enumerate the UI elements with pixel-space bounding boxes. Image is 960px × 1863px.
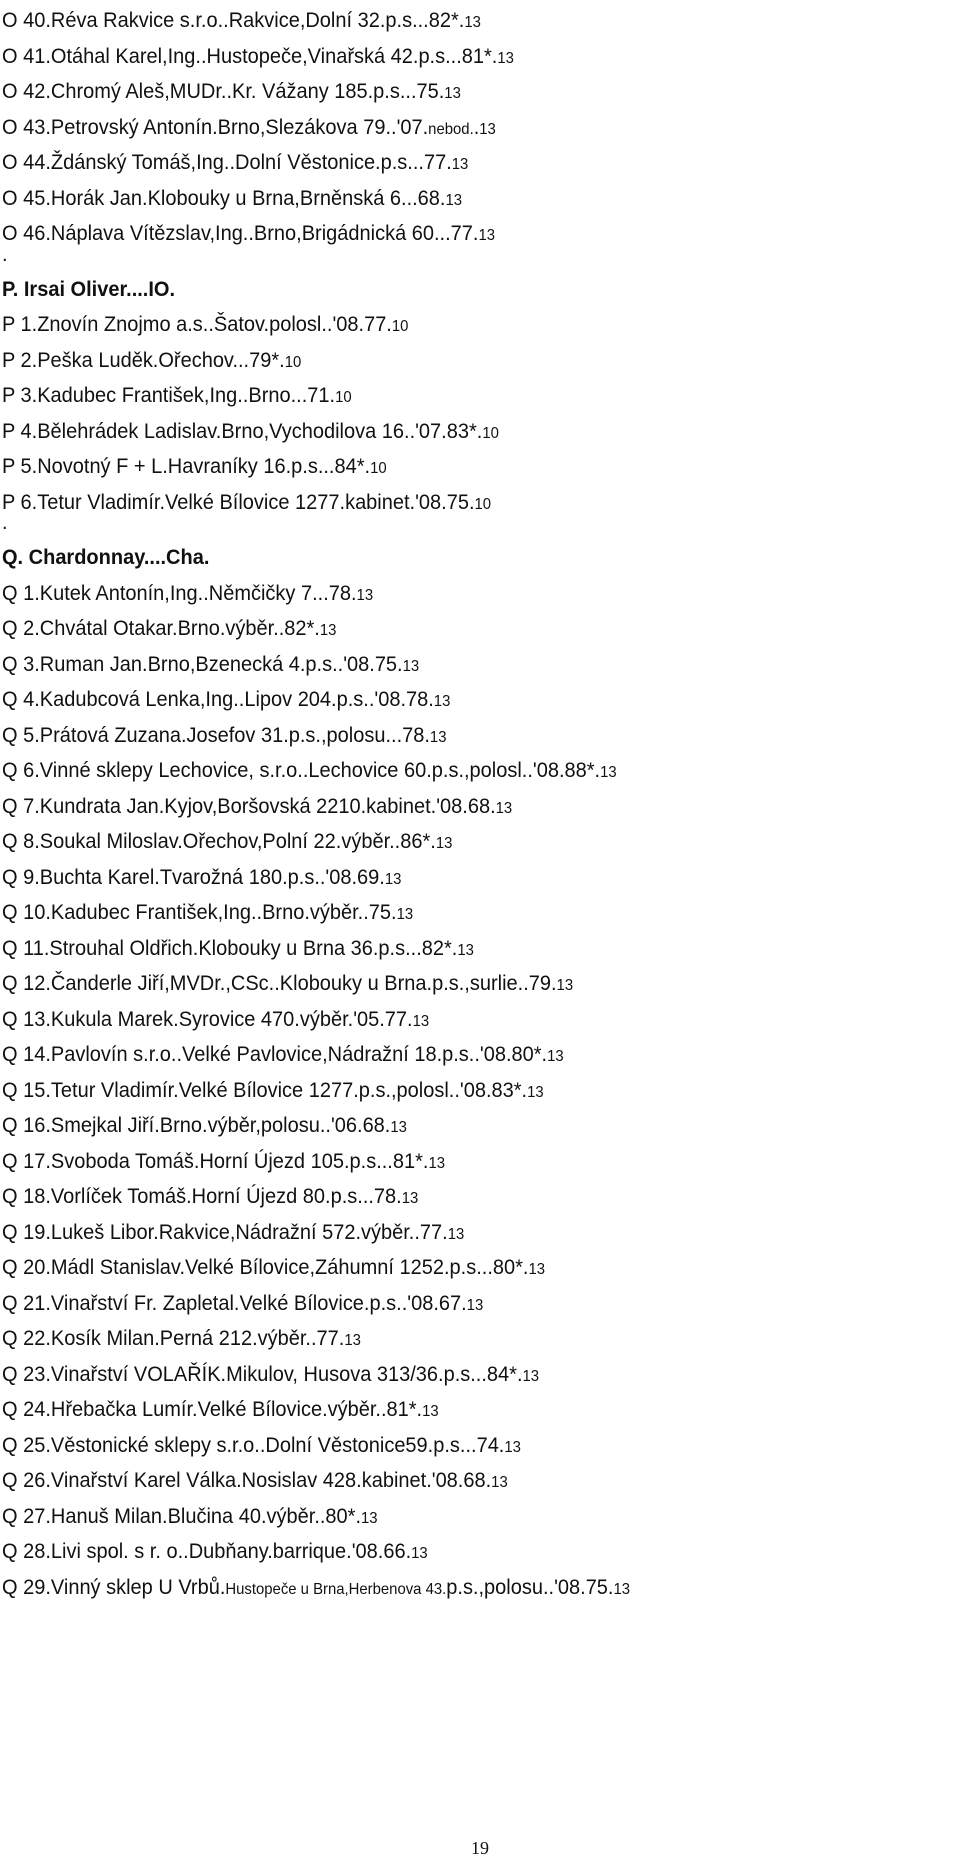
entry-text-cont: p.s.,polosu..'08.75.: [446, 1574, 614, 1599]
entry-code: 13: [504, 1438, 521, 1456]
section-heading: [2, 272, 891, 308]
list-item: [2, 1073, 891, 1109]
entry-code: 13: [466, 1296, 484, 1314]
entry-code: 13: [556, 977, 574, 994]
entry-code: 13: [390, 1119, 407, 1136]
entry-text: O 44.Ždánský Tomáš,Ing..Dolní Věstonice.p.s...77.: [2, 150, 452, 174]
list-item: [2, 1570, 891, 1606]
page-number: 19: [471, 1838, 489, 1858]
list-item: [2, 1321, 891, 1357]
entry-code: 13: [396, 906, 414, 923]
entry-text: P. Irsai Oliver....IO.: [2, 276, 176, 301]
entry-code: 13: [497, 49, 514, 67]
list-item: [2, 1250, 891, 1286]
entry-text: Q 12.Čanderle Jiří,MVDr.,CSc..Klobouky u Brna.p.s.,surlie..79.: [2, 971, 557, 995]
entry-text: Q 7.Kundrata Jan.Kyjov,Boršovská 2210.kabinet.'08.68.: [2, 793, 496, 818]
entry-text: Q 11.Strouhal Oldřich.Klobouky u Brna 36.p.s...82*.: [2, 935, 458, 960]
entry-text: Q 14.Pavlovín s.r.o..Velké Pavlovice,Nádražní 18.p.s..'08.80*.: [2, 1042, 548, 1066]
entry-text: Q 29.Vinný sklep U Vrbů.: [2, 1574, 226, 1599]
entry-code: 13: [613, 1580, 631, 1598]
list-item: [2, 1392, 891, 1428]
list-item: [2, 449, 891, 485]
list-item: [2, 1428, 891, 1464]
entry-text: Q 21.Vinařství Fr. Zapletal.Velké Bílovice.p.s..'08.67.: [2, 1290, 467, 1315]
entry-code: 13: [451, 156, 469, 173]
entry-code: 13: [478, 227, 496, 244]
entry-code: 13: [522, 1367, 540, 1385]
list-item: [2, 181, 891, 217]
entry-text: P 3.Kadubec František,Ing..Brno...71.: [2, 383, 336, 407]
entry-code: 13: [384, 870, 402, 888]
list-item: [2, 895, 891, 931]
entry-code: 13: [433, 693, 451, 710]
entry-text-cont: .: [473, 114, 480, 139]
entry-text: Q 13.Kukula Marek.Syrovice 470.výběr.'05.77.: [2, 1006, 413, 1031]
entry-code: 13: [361, 1509, 378, 1527]
entry-text: Q 1.Kutek Antonín,Ing..Němčičky 7...78.: [2, 580, 357, 605]
entry-text: Q 10.Kadubec František,Ing..Brno.výběr..75.: [2, 900, 397, 924]
entry-text: Q 5.Prátová Zuzana.Josefov 31.p.s.,polosu...78.: [2, 722, 430, 747]
entry-code: 13: [412, 1012, 430, 1030]
entry-code: 13: [528, 1261, 546, 1278]
entry-text: O 42.Chromý Aleš,MUDr..Kr. Vážany 185.p.s...75.: [2, 79, 445, 103]
list-item: [2, 753, 891, 789]
entry-code: 13: [435, 835, 453, 852]
entry-text: O 45.Horák Jan.Klobouky u Brna,Brněnská 6...68.: [2, 185, 446, 210]
entry-code: 13: [445, 191, 463, 209]
list-item: [2, 1463, 891, 1499]
list-item: [2, 824, 891, 860]
separator-dot: [2, 241, 891, 272]
list-item: [2, 378, 891, 414]
entry-text: Q 16.Smejkal Jiří.Brno.výběr,polosu..'06.68.: [2, 1113, 391, 1137]
entry-code: 13: [356, 586, 374, 604]
entry-text: P 2.Peška Luděk.Ořechov...79*.: [2, 347, 285, 372]
list-item: [2, 860, 891, 896]
entry-text: Q 26.Vinařství Karel Válka.Nosislav 428.kabinet.'08.68.: [2, 1468, 492, 1492]
entry-text: Q 25.Věstonické sklepy s.r.o..Dolní Věstonice59.p.s...74.: [2, 1432, 505, 1457]
entry-text: .: [2, 241, 8, 266]
entry-text: Q 9.Buchta Karel.Tvarožná 180.p.s..'08.69.: [2, 864, 385, 889]
list-item: [2, 718, 891, 754]
section-heading: [2, 540, 891, 576]
list-item: [2, 789, 891, 825]
entry-code: 13: [527, 1083, 544, 1101]
entry-code: 13: [344, 1332, 361, 1349]
list-item: [2, 414, 891, 450]
entry-text: Q 27.Hanuš Milan.Blučina 40.výběr..80*.: [2, 1503, 362, 1528]
entry-code: 13: [457, 941, 474, 959]
list-item: [2, 343, 891, 379]
entry-text: Q 15.Tetur Vladimír.Velké Bílovice 1277.p.s.,polosl..'08.83*.: [2, 1077, 528, 1102]
entry-text: O 46.Náplava Vítězslav,Ing..Brno,Brigádnická 60...77.: [2, 221, 479, 245]
entry-text: O 40.Réva Rakvice s.r.o..Rakvice,Dolní 32.p.s...82*.: [2, 8, 465, 32]
entry-code: 10: [474, 495, 492, 513]
entry-code: 10: [391, 318, 409, 335]
entry-small-text: Hustopeče u Brna,Herbenova 43.: [225, 1580, 447, 1598]
list-item: [2, 1534, 891, 1570]
list-item: [2, 1108, 891, 1144]
list-item: [2, 216, 891, 252]
entry-code: 10: [284, 353, 302, 371]
entry-code: 13: [495, 799, 513, 817]
entry-code: 13: [401, 1190, 419, 1207]
entry-text: Q. Chardonnay....Cha.: [2, 545, 210, 569]
entry-code: 13: [547, 1048, 564, 1065]
list-item: [2, 3, 891, 39]
wine-entry-list: [2, 3, 958, 1605]
entry-code: 13: [600, 764, 617, 781]
list-item: [2, 39, 891, 75]
separator-dot: [2, 510, 891, 540]
list-item: [2, 145, 891, 181]
list-item: [2, 1499, 891, 1535]
list-item: [2, 682, 891, 718]
entry-text: P 1.Znovín Znojmo a.s..Šatov.polosl..'08.77.: [2, 312, 392, 336]
entry-text: Q 19.Lukeš Libor.Rakvice,Nádražní 572.výběr..77.: [2, 1219, 448, 1244]
entry-text: O 43.Petrovský Antonín.Brno,Slezákova 79..'07.: [2, 114, 429, 139]
entry-code: 10: [370, 460, 387, 477]
list-item: [2, 485, 891, 521]
list-item: [2, 1286, 891, 1322]
entry-text: Q 18.Vorlíček Tomáš.Horní Újezd 80.p.s...78.: [2, 1184, 402, 1208]
entry-code: 10: [482, 424, 499, 442]
entry-text: Q 22.Kosík Milan.Perná 212.výběr..77.: [2, 1326, 345, 1350]
list-item: [2, 307, 891, 343]
entry-text: O 41.Otáhal Karel,Ing..Hustopeče,Vinařská 42.p.s...81*.: [2, 43, 498, 68]
list-item: [2, 1215, 891, 1251]
entry-code: 13: [444, 85, 461, 102]
entry-text: Q 23.Vinařství VOLAŘÍK.Mikulov, Husova 313/36.p.s...84*.: [2, 1361, 523, 1386]
entry-code: 13: [479, 120, 496, 138]
list-item: [2, 611, 891, 647]
list-item: [2, 1357, 891, 1393]
list-item: [2, 576, 891, 612]
list-item: [2, 1144, 891, 1180]
entry-code: 13: [402, 657, 420, 675]
list-item: [2, 1179, 891, 1215]
entry-code: 13: [491, 1474, 508, 1491]
entry-text: Q 3.Ruman Jan.Brno,Bzenecká 4.p.s..'08.75.: [2, 651, 403, 676]
entry-text: Q 6.Vinné sklepy Lechovice, s.r.o..Lechovice 60.p.s.,polosl..'08.88*.: [2, 758, 601, 782]
entry-small-text: nebod.: [428, 120, 474, 138]
entry-text: Q 28.Livi spol. s r. o..Dubňany.barrique.'08.66.: [2, 1539, 412, 1563]
entry-code: 13: [319, 622, 337, 639]
list-item: [2, 1002, 891, 1038]
entry-text: .: [2, 510, 8, 534]
list-item: [2, 1037, 891, 1073]
entry-text: Q 2.Chvátal Otakar.Brno.výběr..82*.: [2, 616, 320, 640]
list-item: [2, 74, 891, 110]
entry-text: Q 20.Mádl Stanislav.Velké Bílovice,Záhumní 1252.p.s...80*.: [2, 1255, 529, 1279]
entry-text: Q 17.Svoboda Tomáš.Horní Újezd 105.p.s...81*.: [2, 1148, 429, 1173]
entry-code: 13: [464, 14, 481, 31]
list-item: [2, 647, 891, 683]
entry-text: Q 24.Hřebačka Lumír.Velké Bílovice.výběr..81*.: [2, 1397, 423, 1421]
list-item: [2, 110, 891, 146]
entry-text: P 5.Novotný F + L.Havraníky 16.p.s...84*.: [2, 454, 371, 478]
entry-text: Q 4.Kadubcová Lenka,Ing..Lipov 204.p.s..'08.78.: [2, 687, 434, 711]
entry-code: 13: [422, 1403, 439, 1420]
entry-text: Q 8.Soukal Miloslav.Ořechov,Polní 22.výběr..86*.: [2, 829, 436, 853]
entry-code: 13: [447, 1225, 465, 1243]
entry-code: 13: [428, 1154, 445, 1172]
entry-text: P 6.Tetur Vladimír.Velké Bílovice 1277.kabinet.'08.75.: [2, 489, 475, 514]
list-item: [2, 931, 891, 967]
entry-code: 10: [335, 389, 352, 406]
list-item: [2, 966, 891, 1002]
entry-text: P 4.Bělehrádek Ladislav.Brno,Vychodilova 16..'07.83*.: [2, 418, 483, 443]
entry-code: 13: [429, 728, 447, 746]
entry-code: 13: [411, 1545, 428, 1562]
